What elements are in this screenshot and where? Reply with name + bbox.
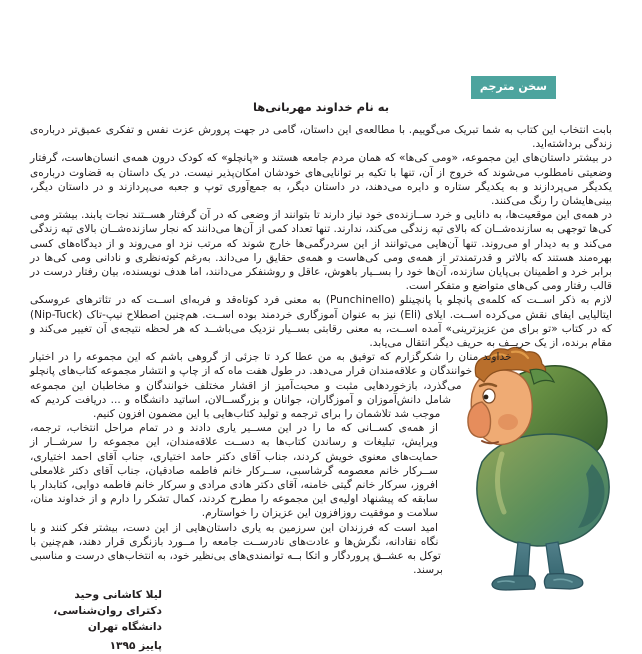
paragraph: لازم به ذکر اســت که کلمه‌ی پانچلو یا پانچینلو (Punchinello) به معنی فرد کوتاه‌قد و فربه‌ای اســت که در تئاترهای عروسکی ایتالیایی ایفای نقش می‌کرده اســت. ایلای (Eli) نیز به عنوان آموزگاری خردمند بوده اســت. هم‌چنین اصطلاح نیپ-تاک (Nip-Tuck) که در کتاب «تو برای من عزیزترینی» آمده اســت، به معنی رقابتی بســیار نزدیک می‌باشــد که هر لحظه نتیجه‌ی آن تغییر می‌کند و مقام برنده، از یک حریــف به حریف دیگر انتقال می‌یابد.	[30, 294, 612, 350]
paragraph: امید است که فرزندان این سرزمین به یاری داستان‌هایی از این دست، بیشتر فکر کنند و با نگاه نقادانه، نگرش‌ها و عادت‌های نادرســت جامعه را مــورد بازنگری قرار دهند، هم‌چنین با توکل به عشــق پروردگار و اتکا بــه توانمندی‌های بی‌نظیر خود، به انتخاب‌های درست و مناسبی برسند.	[30, 521, 443, 577]
paragraph: در بیشتر داستان‌های این مجموعه، «ومی کی‌ها» که همان مردم جامعه هستند و «پانچلو» که کودک درون همه‌ی انسان‌هاست، گرفتار وضعیتی نامطلوب می‌شوند که خروج از آن، تنها با تکیه بر توانایی‌های خودشان امکان‌پذیر نیست. در یک داستان به قضاوت درباره‌ی یکدیگر می‌پردازند و به یکدیگر ستاره و دایره می‌دهند، در داستان دیگر، به جمع‌آوری توپ و جعبه می‌پردازند و در داستان دیگر، بینی‌هایشان را رنگ می‌کنند.	[30, 152, 612, 208]
paragraph: از همه‌ی کســانی که ما را در این مســیر یاری دادند و در تمام مراحل انتخاب، ترجمه، ویرایش، تبلیغات و رساندن کتاب‌ها به دســت علاقه‌مندان، این مجموعه را سرشــار از حمایت‌های معنوی خویش کردند، جناب آقای دکتر حامد اختیاری، جناب آقای احمد اختیاری، ســرکار خانم معصومه گرشاسبی، ســرکار خانم فاطمه صادقیان، جناب آقای دکتر غلامعلی افروز، سرکار خانم گیتی خامنه، آقای دکتر هادی مرادی و سرکار خانم فاطمه دوایی، کتابدار با سابقه که پیشنهاد اولیه‌ی این مجموعه را مطرح کردند، کمال تشکر را دارم و از خداوند منان، سلامت و موفقیت روزافزون این عزیزان را خواستارم.	[30, 422, 438, 520]
translator-degree: دکترای روان‌شناسی، دانشگاه تهران	[53, 604, 162, 633]
punchinello-character-illustration	[442, 344, 628, 592]
paragraph: بابت انتخاب این کتاب به شما تبریک می‌گوییم. با مطالعه‌ی این داستان، گامی در جهت پرورش عزت نفس و تفکری عمیق‌تر درباره‌ی زندگی برداشته‌اید.	[30, 124, 612, 151]
section-label-translator-note: سخن مترجم	[471, 76, 556, 99]
paragraph: در همه‌ی این موقعیت‌ها، به دانایی و خرد ســازنده‌ی خود نیاز دارند تا بتوانند از وضعی که در آن گرفتار هســتند نجات یابند. بیشتر ومی کی‌ها توجهی به سازنده‌شــان که بالای تپه زندگی می‌کند، ندارند. تنها تعداد کمی از آن‌ها می‌دانند که نجار سازنده‌شــان بالای تپه زندگی می‌کند و به دیدار او می‌روند. تنها آن‌هایی می‌توانند از این سردرگمی‌ها خارج شوند که مرتب نزد او می‌روند و از دیدگاه‌های کسی بهره‌مند هستند که بالاتر و قدرتمندتر از همه‌ی ومی کی‌هاست و همه‌ی حقایق را می‌داند. به‌رغم کوته‌نظری و نادانی ومی کی‌ها در برابر خرد و اطمینان بی‌پایان سازنده، آن‌ها خود را بســیار باهوش، عاقل و روشنفکر می‌دانند، اما هدف نویسنده، بیان رفتار درست در قالب رفتار ومی کی‌های متواضع و متفکر است.	[30, 209, 612, 293]
punchinello-character-drawing	[442, 344, 628, 592]
translator-signature	[30, 587, 162, 654]
signature-date: پاییز ۱۳۹۵	[109, 639, 162, 652]
translator-name: لیلا کاشانی وحید	[74, 588, 162, 601]
page-title: به نام خداوند مهربانی‌ها	[252, 100, 390, 114]
body-text	[30, 123, 612, 578]
paragraph: خداوند منان را شکرگزارم که توفیق به من عطا کرد تا جزئی از گروهی باشم که این مجموعه را در اختیار خوانندگان و علاقه‌مندان قرار می‌دهد. در طول هفت ماه که از چاپ و انتشار مجموعه کتاب‌های پانچلو می‌گذرد، بازخوردهایی مثبت و محبت‌آمیز از اقشار مختلف خوانندگان و مخاطبان این مجموعه شامل دانش‌آموزان و آموزگاران، جوانان و بزرگســالان، اساتید دانشگاه و ... دریافت کردیم که موجب شد تلاشمان را برای ترجمه و تولید کتاب‌هایی با این مضمون افزون کنیم.	[30, 351, 512, 421]
